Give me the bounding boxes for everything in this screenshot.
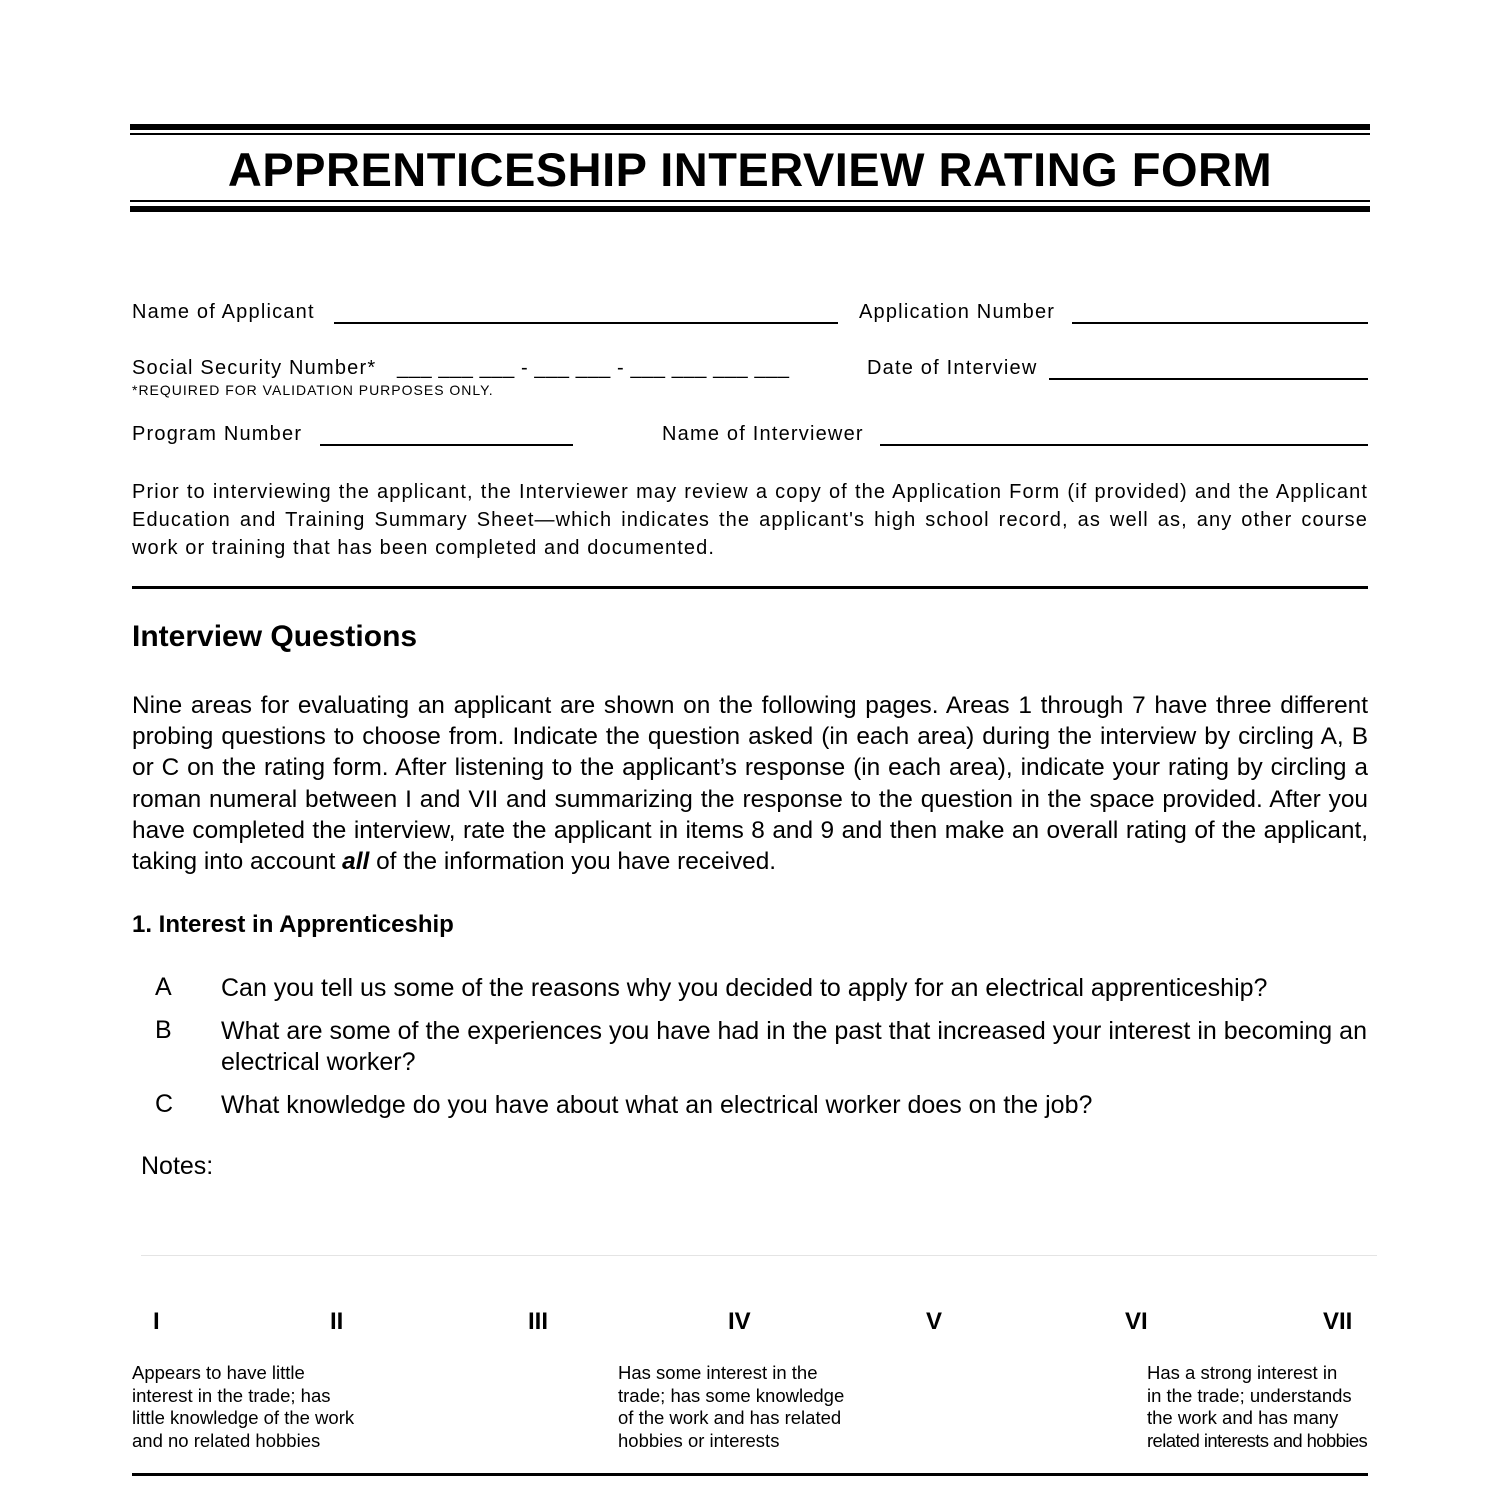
prior-instructions: Prior to interviewing the applicant, the Interviewer may review a copy of the Application Form (if provided) and the Applicant Education and Training Summary Sheet—which indicates the applicant's high school record, as well as, any other course work or training that has been completed and documented.	[132, 481, 1368, 559]
date-of-interview-label: Date of Interview	[867, 357, 1038, 379]
rating-numeral-3[interactable]: III	[528, 1308, 549, 1335]
ssn-note: *REQUIRED FOR VALIDATION PURPOSES ONLY.	[132, 382, 494, 398]
question-c-letter[interactable]: C	[155, 1090, 174, 1118]
program-number-label: Program Number	[132, 423, 303, 445]
anchor-high-line-1: Has a strong interest in	[1147, 1362, 1338, 1383]
question-c-text: What knowledge do you have about what an electrical worker does on the job?	[221, 1091, 1093, 1119]
anchor-mid-line-2: trade; has some knowledge	[618, 1384, 845, 1406]
anchor-mid-line-1: Has some interest in the	[618, 1362, 818, 1383]
anchor-high-line-3: the work and has many	[1147, 1407, 1339, 1428]
rating-numeral-5[interactable]: V	[926, 1308, 943, 1335]
rating-numeral-4[interactable]: IV	[728, 1308, 751, 1335]
interviewer-name-field[interactable]	[880, 444, 1368, 446]
anchor-low-line-1: Appears to have little	[132, 1362, 305, 1383]
anchor-mid-line-3: of the work and has related	[618, 1407, 842, 1428]
notes-area[interactable]	[141, 1190, 1377, 1254]
rating-anchor-mid	[618, 1362, 844, 1452]
interview-intro	[132, 690, 1368, 877]
applicant-name-field[interactable]	[334, 322, 838, 324]
title-top-rule-thick	[130, 124, 1370, 130]
anchor-low-line-3: little knowledge of the work	[132, 1407, 355, 1428]
rating-numeral-6[interactable]: VI	[1125, 1308, 1148, 1335]
question-b-letter[interactable]: B	[155, 1016, 172, 1044]
question-b-text: What are some of the experiences you have had in the past that increased your interest in becoming an electrical worker?	[221, 1017, 1367, 1076]
section-divider	[132, 586, 1368, 589]
intro-text-2: of the information you have received.	[369, 848, 777, 876]
title-bottom-rule-thin	[130, 200, 1370, 202]
applicant-name-label: Name of Applicant	[132, 301, 315, 323]
date-of-interview-field[interactable]	[1049, 378, 1368, 380]
notes-label: Notes:	[141, 1152, 214, 1180]
title-top-rule-thin	[130, 133, 1370, 135]
anchor-low-line-2: interest in the trade; has	[132, 1384, 331, 1406]
notes-line	[141, 1255, 1377, 1256]
anchor-high-line-2: in the trade; understands	[1147, 1384, 1352, 1406]
rating-numeral-7[interactable]: VII	[1323, 1308, 1353, 1335]
ssn-label: Social Security Number*	[132, 357, 377, 379]
rating-anchor-low	[132, 1362, 354, 1452]
bottom-divider	[132, 1473, 1368, 1476]
interviewer-name-label: Name of Interviewer	[662, 423, 864, 445]
rating-numeral-2[interactable]: II	[330, 1308, 344, 1335]
intro-text-1: Nine areas for evaluating an applicant are shown on the following pages. Areas 1 through 7 have three different probing questions to choose from. Indicate the question asked (in each area) during the interview by circling A, B or C on the rating form. After listening to the applicant’s response (in each area), indicate your rating by circling a roman numeral between I and VII and summarizing the response to the question in the space provided. After you have completed the interview, rate the applicant in items 8 and 9 and then make an overall rating of the applicant, taking into account	[132, 692, 1368, 876]
anchor-low-line-4: and no related hobbies	[132, 1429, 321, 1451]
anchor-high-line-4: related interests and hobbies	[1147, 1429, 1368, 1451]
interview-questions-heading: Interview Questions	[132, 620, 418, 653]
anchor-mid-line-4: hobbies or interests	[618, 1429, 780, 1451]
rating-numeral-1[interactable]: I	[153, 1308, 160, 1335]
application-number-label: Application Number	[859, 301, 1056, 323]
program-number-field[interactable]	[320, 444, 573, 446]
ssn-field[interactable]: ___ ___ ___ - ___ ___ - ___ ___ ___ ___	[397, 357, 790, 379]
title-bottom-rule-thick	[130, 206, 1370, 212]
page-title: APPRENTICESHIP INTERVIEW RATING FORM	[227, 143, 1273, 196]
rating-anchor-high	[1147, 1362, 1367, 1452]
question-a-letter[interactable]: A	[155, 973, 172, 1001]
question-a-text: Can you tell us some of the reasons why you decided to apply for an electrical apprenticeship?	[221, 974, 1268, 1002]
application-number-field[interactable]	[1072, 322, 1368, 324]
intro-emphasis: all	[342, 848, 370, 876]
section-1-heading: 1. Interest in Apprenticeship	[132, 911, 454, 938]
